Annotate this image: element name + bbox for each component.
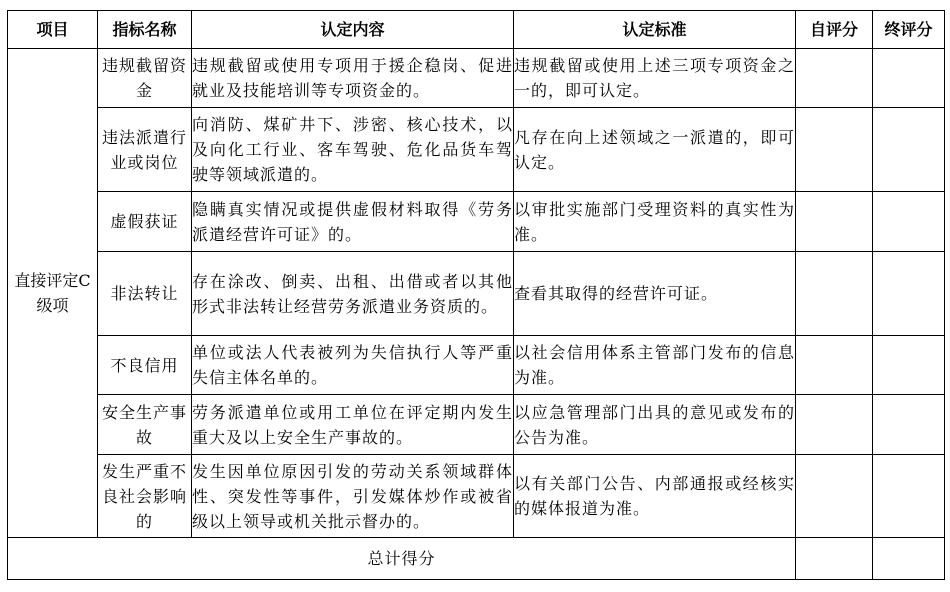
self-score-cell[interactable] [796,336,873,395]
table-row [8,49,945,108]
indicator-content: 发生因单位原因引发的劳动关系领域群体性、突发性等事件，引发媒体炒作或被省级以上领导或机关批示督办的。 [192,455,514,538]
indicator-standard: 以有关部门公告、内部通报或经核实的媒体报道为准。 [514,455,796,538]
header-item: 项目 [8,11,98,49]
indicator-name: 违法派遣行业或岗位 [98,108,192,192]
self-score-cell[interactable] [796,108,873,192]
indicator-content: 隐瞒真实情况或提供虚假材料取得《劳务派遣经营许可证》的。 [192,192,514,252]
table-row [8,192,945,252]
final-score-cell[interactable] [873,455,945,538]
table-row [8,395,945,455]
final-score-cell[interactable] [873,49,945,108]
table-row [8,336,945,395]
final-score-cell[interactable] [873,252,945,336]
table-row [8,108,945,192]
indicator-standard: 凡存在向上述领域之一派遣的，即可认定。 [514,108,796,192]
indicator-content: 劳务派遣单位或用工单位在评定期内发生重大及以上安全生产事故的。 [192,395,514,455]
self-score-cell[interactable] [796,49,873,108]
header-final-score: 终评分 [873,11,945,49]
self-score-cell[interactable] [796,455,873,538]
indicator-name: 不良信用 [98,336,192,395]
header-standard: 认定标准 [514,11,796,49]
total-self-score-cell[interactable] [796,538,873,580]
self-score-cell[interactable] [796,395,873,455]
indicator-name: 安全生产事故 [98,395,192,455]
final-score-cell[interactable] [873,336,945,395]
indicator-content: 违规截留或使用专项用于援企稳岗、促进就业及技能培训等专项资金的。 [192,49,514,108]
total-final-score-cell[interactable] [873,538,945,580]
header-indicator-name: 指标名称 [98,11,192,49]
final-score-cell[interactable] [873,395,945,455]
indicator-standard: 违规截留或使用上述三项专项资金之一的，即可认定。 [514,49,796,108]
indicator-content: 单位或法人代表被列为失信执行人等严重失信主体名单的。 [192,336,514,395]
indicator-content: 向消防、煤矿井下、涉密、核心技术，以及向化工行业、客车驾驶、危化品货车驾驶等领域派遣的。 [192,108,514,192]
indicator-standard: 以社会信用体系主管部门发布的信息为准。 [514,336,796,395]
self-score-cell[interactable] [796,192,873,252]
indicator-content: 存在涂改、倒卖、出租、出借或者以其他形式非法转让经营劳务派遣业务资质的。 [192,252,514,336]
table-row [8,252,945,336]
indicator-standard: 查看其取得的经营许可证。 [514,252,796,336]
final-score-cell[interactable] [873,192,945,252]
category-cell: 直接评定C级项 [8,49,98,538]
indicator-name: 非法转让 [98,252,192,336]
table-row [8,455,945,538]
indicator-standard: 以应急管理部门出具的意见或发布的公告为准。 [514,395,796,455]
header-content: 认定内容 [192,11,514,49]
indicator-name: 虚假获证 [98,192,192,252]
evaluation-table [7,10,945,580]
header-self-score: 自评分 [796,11,873,49]
indicator-name: 违规截留资金 [98,49,192,108]
total-label: 总计得分 [8,538,796,580]
total-row [8,538,945,580]
final-score-cell[interactable] [873,108,945,192]
indicator-standard: 以审批实施部门受理资料的真实性为准。 [514,192,796,252]
header-row [8,11,945,49]
self-score-cell[interactable] [796,252,873,336]
indicator-name: 发生严重不良社会影响的 [98,455,192,538]
